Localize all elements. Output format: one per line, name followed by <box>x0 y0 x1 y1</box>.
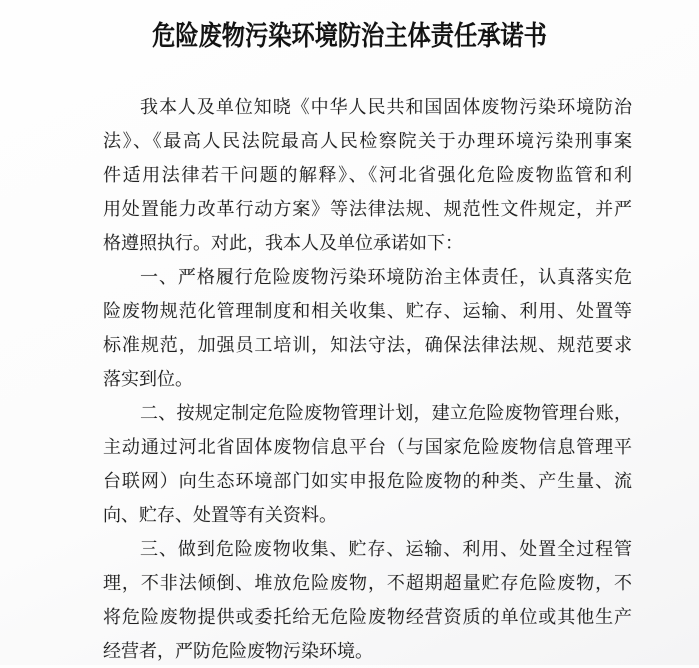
document-line: 台联网）向生态环境部门如实申报危险废物的种类、产生量、流 <box>103 471 632 491</box>
document-line: 二、按规定制定危险废物管理计划，建立危险废物管理台账， <box>140 403 632 423</box>
document-line: 落实到位。 <box>103 369 193 389</box>
document-line: 将危险废物提供或委托给无危险废物经营资质的单位或其他生产 <box>103 607 632 627</box>
document-line: 用处置能力改革行动方案》等法律法规、规范性文件规定，并严 <box>103 199 632 219</box>
document-line: 一、严格履行危险废物污染环境防治主体责任，认真落实危 <box>140 267 632 287</box>
document-line: 我本人及单位知晓《中华人民共和国固体废物污染环境防治 <box>140 97 632 117</box>
document-line: 主动通过河北省固体废物信息平台（与国家危险废物信息管理平 <box>103 437 632 457</box>
document-line: 件适用法律若干问题的解释》、《河北省强化危险废物监管和利 <box>103 165 632 185</box>
document-line: 标准规范，加强员工培训，知法守法，确保法律法规、规范要求 <box>103 335 632 355</box>
document-line: 三、做到危险废物收集、贮存、运输、利用、处置全过程管 <box>140 539 632 559</box>
document-title-text: 危险废物污染环境防治主体责任承诺书 <box>152 21 547 51</box>
document-line: 向、贮存、处置等有关资料。 <box>103 505 337 525</box>
document-line: 险废物规范化管理制度和相关收集、贮存、运输、利用、处置等 <box>103 301 632 321</box>
document-line: 理，不非法倾倒、堆放危险废物，不超期超量贮存危险废物，不 <box>103 573 632 593</box>
document-body <box>0 90 699 668</box>
document-line: 经营者，严防危险废物污染环境。 <box>103 641 373 661</box>
document-line: 格遵照执行。对此，我本人及单位承诺如下： <box>103 233 463 253</box>
document-line: 法》、《最高人民法院最高人民检察院关于办理环境污染刑事案 <box>103 131 632 151</box>
document-title <box>0 0 699 56</box>
